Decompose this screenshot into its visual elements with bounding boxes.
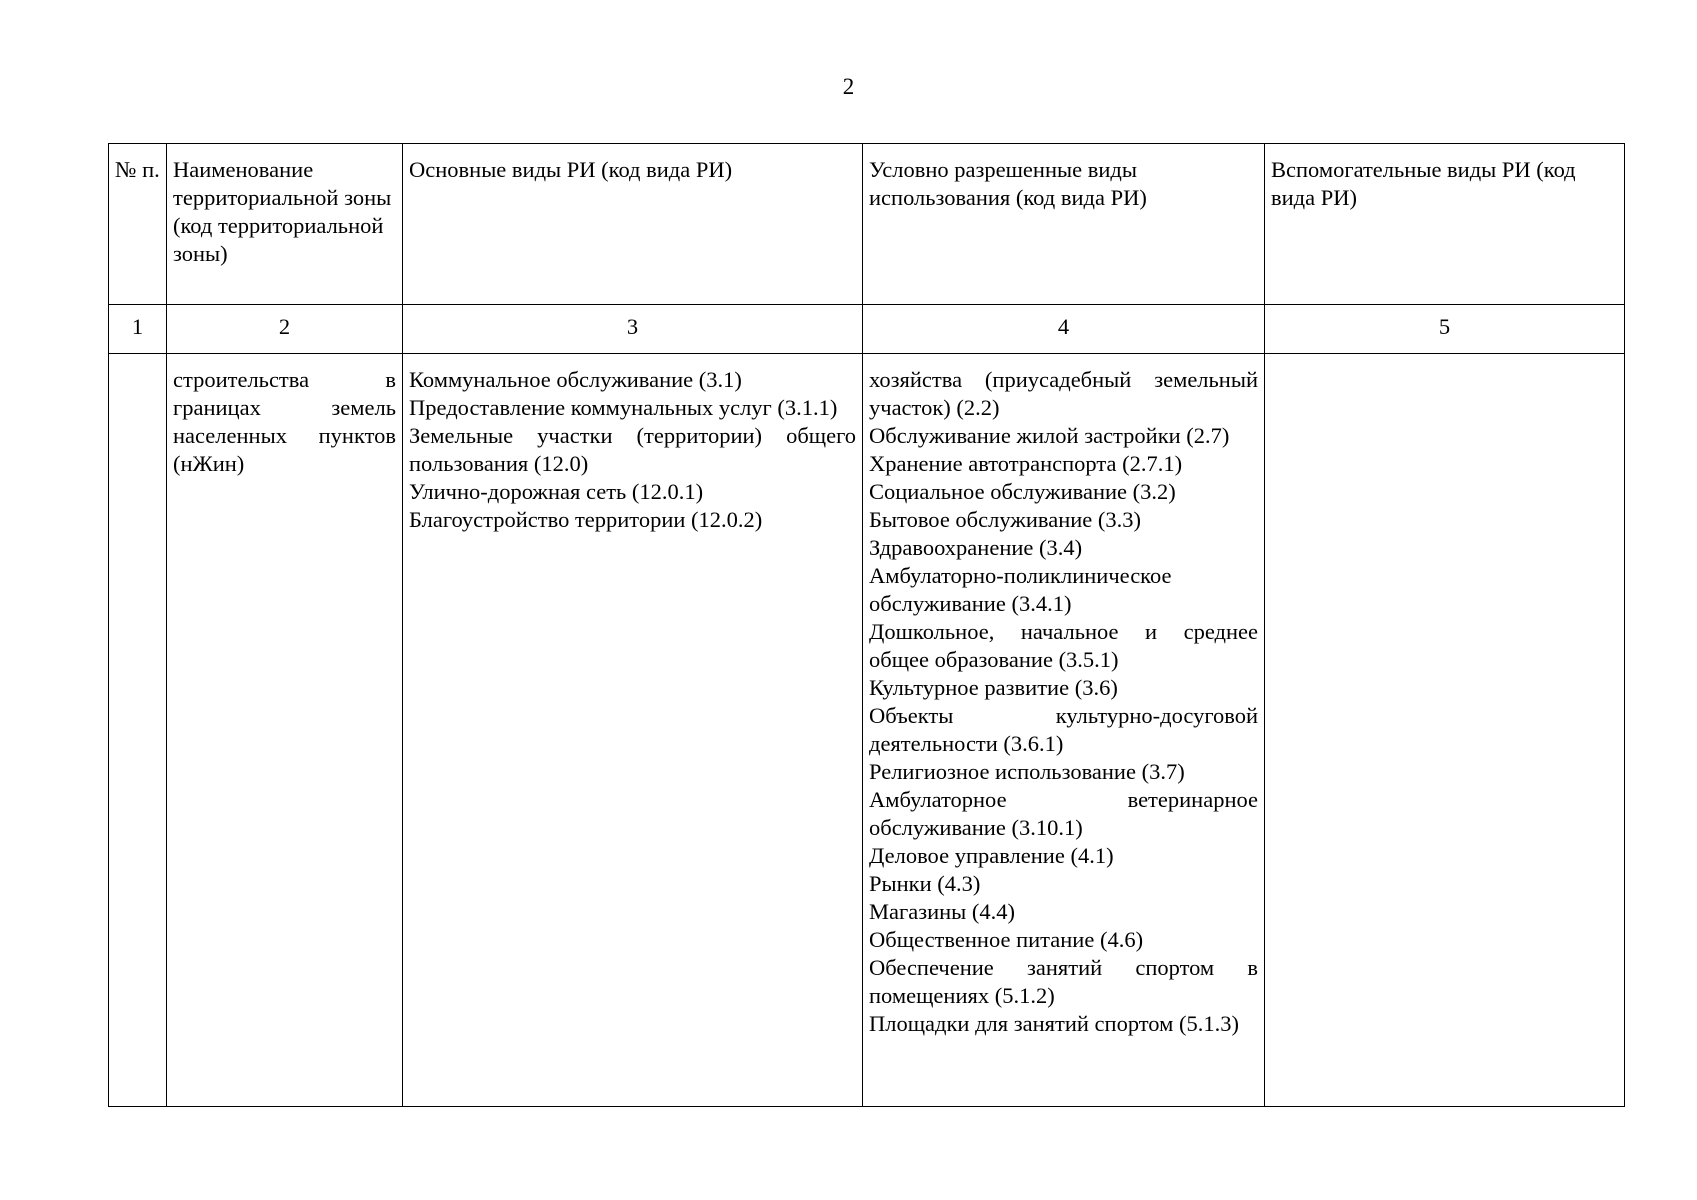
- list-item: Земельные участки (территории) общего пользования (12.0): [409, 423, 856, 476]
- table-row: [109, 354, 1625, 1107]
- zoning-table: [108, 143, 1625, 1107]
- list-item: Культурное развитие (3.6): [869, 675, 1118, 700]
- list-item: Улично-дорожная сеть (12.0.1): [409, 479, 704, 504]
- list-item: Бытовое обслуживание (3.3): [869, 507, 1141, 532]
- list-item: Обслуживание жилой застройки (2.7): [869, 423, 1230, 448]
- list-item: Амбулаторное ветеринарное обслуживание (3.10.1): [869, 787, 1258, 840]
- column-number: 2: [167, 305, 403, 354]
- column-number-row: [109, 305, 1625, 354]
- list-item: Амбулаторно-поликлиническое обслуживание (3.4.1): [869, 563, 1172, 616]
- list-item: Магазины (4.4): [869, 899, 1016, 924]
- column-number: 4: [863, 305, 1265, 354]
- list-item: Объекты культурно-досуговой деятельности (3.6.1): [869, 703, 1258, 756]
- conditional-uses-cell: [863, 354, 1265, 1107]
- list-item: Коммунальное обслуживание (3.1): [409, 367, 742, 392]
- header-number: № п.: [109, 144, 167, 305]
- list-item: Здравоохранение (3.4): [869, 535, 1083, 560]
- column-number: 1: [109, 305, 167, 354]
- list-item: Обеспечение занятий спортом в помещениях (5.1.2): [869, 955, 1258, 1008]
- list-item: Деловое управление (4.1): [869, 843, 1114, 868]
- column-number: 5: [1265, 305, 1625, 354]
- header-auxiliary-uses: Вспомогательные виды РИ (код вида РИ): [1265, 144, 1625, 305]
- table-header-row: [109, 144, 1625, 305]
- list-item: Общественное питание (4.6): [869, 927, 1144, 952]
- list-item: хозяйства (приусадебный земельный участок) (2.2): [869, 367, 1258, 420]
- header-zone-name: Наименование территориальной зоны (код территориальной зоны): [167, 144, 403, 305]
- auxiliary-uses-cell: [1265, 354, 1625, 1107]
- list-item: Хранение автотранспорта (2.7.1): [869, 451, 1183, 476]
- zone-name: строительства в границах земель населенных пунктов (нЖин): [173, 367, 396, 476]
- list-item: Социальное обслуживание (3.2): [869, 479, 1176, 504]
- page-number: 2: [842, 74, 855, 99]
- list-item: Дошкольное, начальное и среднее общее образование (3.5.1): [869, 619, 1258, 672]
- list-item: Рынки (4.3): [869, 871, 981, 896]
- main-uses-cell: [403, 354, 863, 1107]
- header-conditional-uses: Условно разрешенные виды использования (код вида РИ): [863, 144, 1265, 305]
- header-main-uses: Основные виды РИ (код вида РИ): [403, 144, 863, 305]
- column-number: 3: [403, 305, 863, 354]
- list-item: Площадки для занятий спортом (5.1.3): [869, 1011, 1239, 1036]
- list-item: Религиозное использование (3.7): [869, 759, 1185, 784]
- zone-name-cell: [167, 354, 403, 1107]
- row-number-cell: [109, 354, 167, 1107]
- list-item: Благоустройство территории (12.0.2): [409, 507, 763, 532]
- list-item: Предоставление коммунальных услуг (3.1.1): [409, 395, 838, 420]
